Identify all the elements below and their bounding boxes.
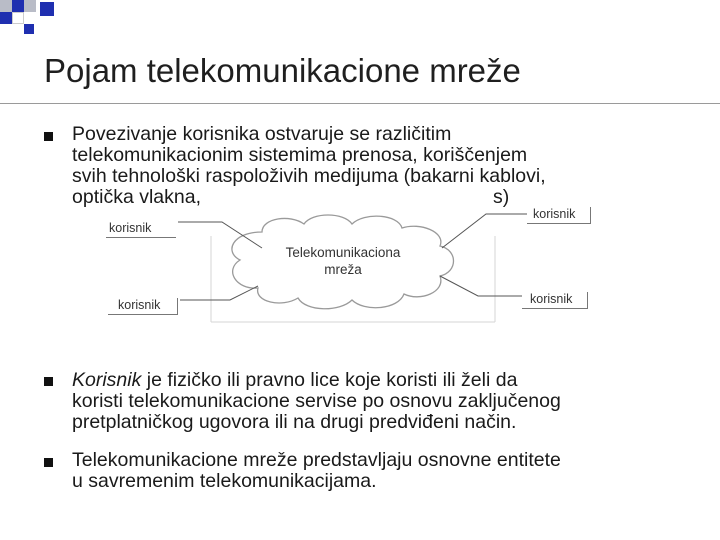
cloud-label [258,244,428,278]
paragraph-tail-text: s) [493,186,510,208]
term-korisnik: Korisnik [72,369,142,391]
paragraph-line: koristi telekomunikacione servise po osnovu zaključenog [72,390,561,412]
paragraph-line [72,370,692,391]
bullet-paragraph-3 [72,450,692,492]
paragraph-line: telekomunikacionim sistemima prenosa, koriščenjem [72,144,528,166]
cloud-label-line: Telekomunikaciona [285,245,401,260]
bullet-marker [44,458,53,467]
user-label-bottom-right: korisnik [522,292,588,309]
paragraph-line: pretplatničkog ugovora ili na drugi predviđeni način. [72,411,517,433]
paragraph-line: optička vlakna, [72,186,201,208]
paragraph-line: u savremenim telekomunikacijama. [72,470,377,492]
user-label-top-right: korisnik [527,207,591,224]
paragraph-line: Povezivanje korisnika ostvaruje se različitim [72,123,452,145]
paragraph-line-rest: je fizičko ili pravno lice koje koristi ili želi da [141,369,518,391]
paragraph-line: Telekomunikacione mreže predstavljaju osnovne entitete [72,449,561,471]
bullet-marker [44,377,53,386]
slide-title: Pojam telekomunikacione mreže [44,52,521,89]
cloud-label-line: mreža [324,262,362,277]
user-label-bottom-left: korisnik [108,298,178,315]
user-label-top-left: korisnik [106,221,176,238]
bullet-paragraph-2 [72,370,692,433]
paragraph-line: svih tehnološki raspoloživih medijuma (bakarni kablovi, [72,165,546,187]
